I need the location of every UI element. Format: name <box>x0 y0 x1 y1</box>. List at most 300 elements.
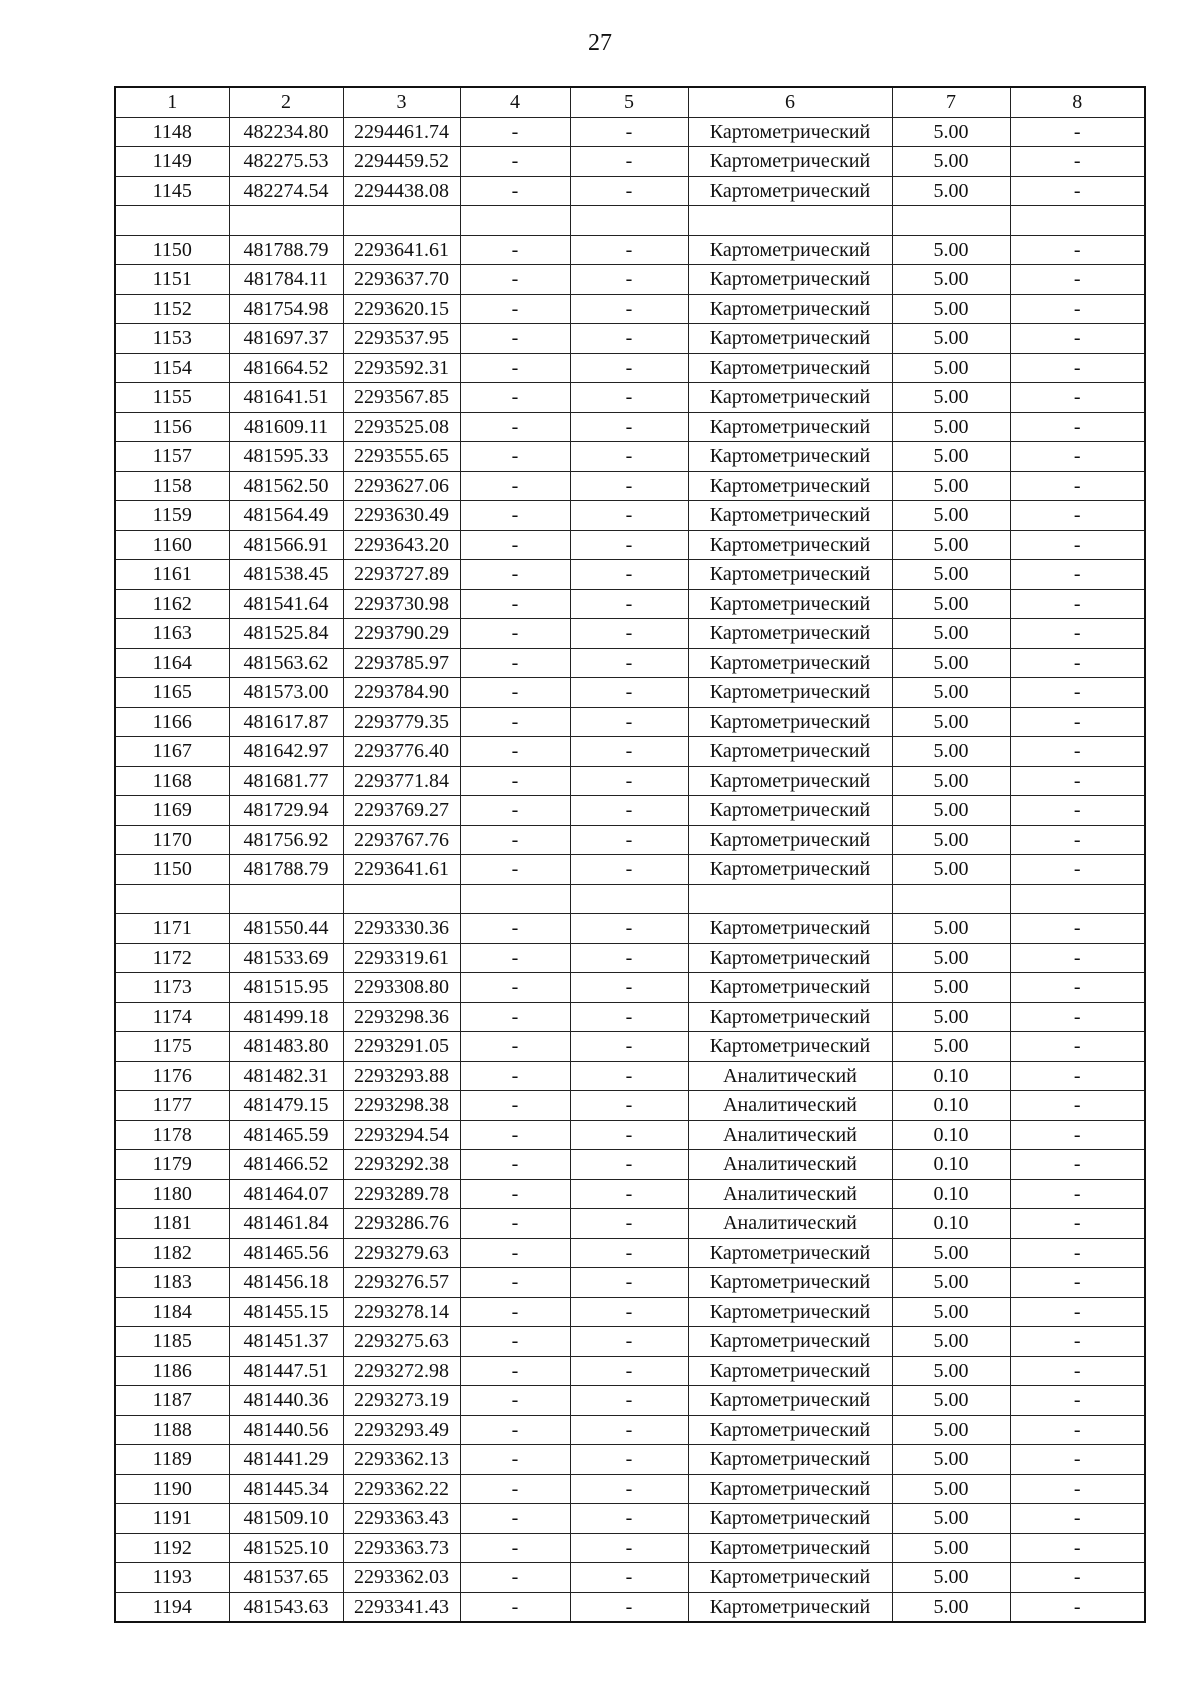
point-number-cell: 1169 <box>115 796 229 826</box>
accuracy-cell: 5.00 <box>892 1474 1010 1504</box>
point-number-cell: 1175 <box>115 1032 229 1062</box>
y-coordinate-cell: 2293769.27 <box>343 796 460 826</box>
table-row <box>115 1415 1145 1445</box>
col4-cell: - <box>460 1533 570 1563</box>
point-number-cell: 1168 <box>115 766 229 796</box>
col5-cell: - <box>570 943 688 973</box>
table-row <box>115 471 1145 501</box>
y-coordinate-cell: 2293525.08 <box>343 412 460 442</box>
x-coordinate-cell: 481784.11 <box>229 265 343 295</box>
accuracy-cell: 5.00 <box>892 589 1010 619</box>
method-cell: Картометрический <box>688 1533 892 1563</box>
col8-cell: - <box>1010 530 1145 560</box>
x-coordinate-cell: 481441.29 <box>229 1445 343 1475</box>
col5-cell: - <box>570 117 688 147</box>
column-header: 2 <box>229 87 343 117</box>
x-coordinate-cell: 481461.84 <box>229 1209 343 1239</box>
y-coordinate-cell: 2293275.63 <box>343 1327 460 1357</box>
point-number-cell: 1164 <box>115 648 229 678</box>
x-coordinate-cell: 481617.87 <box>229 707 343 737</box>
col4-cell: - <box>460 796 570 826</box>
col5-cell: - <box>570 442 688 472</box>
col8-cell: - <box>1010 1533 1145 1563</box>
accuracy-cell: 0.10 <box>892 1209 1010 1239</box>
accuracy-cell: 5.00 <box>892 1238 1010 1268</box>
col4-cell: - <box>460 560 570 590</box>
x-coordinate-cell: 481756.92 <box>229 825 343 855</box>
accuracy-cell: 5.00 <box>892 235 1010 265</box>
col4-cell: - <box>460 353 570 383</box>
col4-cell: - <box>460 294 570 324</box>
col8-cell: - <box>1010 943 1145 973</box>
col4-cell: - <box>460 501 570 531</box>
method-cell: Картометрический <box>688 117 892 147</box>
accuracy-cell: 5.00 <box>892 471 1010 501</box>
col4-cell: - <box>460 265 570 295</box>
col5-cell: - <box>570 1297 688 1327</box>
col4-cell: - <box>460 1209 570 1239</box>
x-coordinate-cell: 481566.91 <box>229 530 343 560</box>
x-coordinate-cell: 481445.34 <box>229 1474 343 1504</box>
method-cell: Картометрический <box>688 1386 892 1416</box>
col5-cell: - <box>570 1032 688 1062</box>
accuracy-cell: 5.00 <box>892 530 1010 560</box>
col8-cell: - <box>1010 855 1145 885</box>
point-number-cell: 1151 <box>115 265 229 295</box>
column-header: 5 <box>570 87 688 117</box>
y-coordinate-cell: 2293341.43 <box>343 1592 460 1622</box>
x-coordinate-cell: 481573.00 <box>229 678 343 708</box>
col8-cell: - <box>1010 117 1145 147</box>
col4-cell: - <box>460 707 570 737</box>
y-coordinate-cell: 2293537.95 <box>343 324 460 354</box>
method-cell: Картометрический <box>688 1002 892 1032</box>
accuracy-cell: 0.10 <box>892 1150 1010 1180</box>
col4-cell: - <box>460 678 570 708</box>
method-cell: Картометрический <box>688 147 892 177</box>
x-coordinate-cell: 481609.11 <box>229 412 343 442</box>
point-number-cell: 1173 <box>115 973 229 1003</box>
col4-cell: - <box>460 176 570 206</box>
x-coordinate-cell: 481466.52 <box>229 1150 343 1180</box>
col5-cell: - <box>570 1061 688 1091</box>
x-coordinate-cell: 481681.77 <box>229 766 343 796</box>
col4-cell: - <box>460 1504 570 1534</box>
col5-cell: - <box>570 766 688 796</box>
x-coordinate-cell: 481543.63 <box>229 1592 343 1622</box>
col4-cell: - <box>460 1268 570 1298</box>
y-coordinate-cell: 2293627.06 <box>343 471 460 501</box>
table-row <box>115 294 1145 324</box>
accuracy-cell: 5.00 <box>892 973 1010 1003</box>
table-row <box>115 1356 1145 1386</box>
col5-cell: - <box>570 353 688 383</box>
col5-cell: - <box>570 973 688 1003</box>
table-row <box>115 1238 1145 1268</box>
header-row <box>115 87 1145 117</box>
col5-cell: - <box>570 324 688 354</box>
method-cell: Картометрический <box>688 1327 892 1357</box>
col4-cell: - <box>460 825 570 855</box>
y-coordinate-cell: 2293276.57 <box>343 1268 460 1298</box>
table-row <box>115 560 1145 590</box>
y-coordinate-cell: 2293293.49 <box>343 1415 460 1445</box>
point-number-cell: 1156 <box>115 412 229 442</box>
table-row <box>115 1091 1145 1121</box>
col4-cell: - <box>460 1150 570 1180</box>
point-number-cell: 1159 <box>115 501 229 531</box>
table-row <box>115 796 1145 826</box>
x-coordinate-cell: 481465.59 <box>229 1120 343 1150</box>
point-number-cell: 1170 <box>115 825 229 855</box>
y-coordinate-cell: 2293363.43 <box>343 1504 460 1534</box>
col5-cell: - <box>570 1356 688 1386</box>
method-cell <box>688 206 892 236</box>
x-coordinate-cell: 481595.33 <box>229 442 343 472</box>
table-row <box>115 1445 1145 1475</box>
col8-cell: - <box>1010 1563 1145 1593</box>
col4-cell: - <box>460 737 570 767</box>
method-cell: Аналитический <box>688 1179 892 1209</box>
table-row <box>115 147 1145 177</box>
x-coordinate-cell: 481465.56 <box>229 1238 343 1268</box>
col5-cell: - <box>570 294 688 324</box>
col5-cell: - <box>570 825 688 855</box>
method-cell: Картометрический <box>688 707 892 737</box>
table-row <box>115 1563 1145 1593</box>
col4-cell: - <box>460 383 570 413</box>
col8-cell: - <box>1010 737 1145 767</box>
col4-cell: - <box>460 1032 570 1062</box>
col8-cell: - <box>1010 1504 1145 1534</box>
table-row <box>115 737 1145 767</box>
point-number-cell: 1178 <box>115 1120 229 1150</box>
col8-cell: - <box>1010 324 1145 354</box>
accuracy-cell: 5.00 <box>892 176 1010 206</box>
table-row <box>115 442 1145 472</box>
col4-cell: - <box>460 1592 570 1622</box>
point-number-cell: 1177 <box>115 1091 229 1121</box>
col8-cell: - <box>1010 235 1145 265</box>
accuracy-cell: 5.00 <box>892 1268 1010 1298</box>
point-number-cell: 1165 <box>115 678 229 708</box>
y-coordinate-cell: 2293278.14 <box>343 1297 460 1327</box>
x-coordinate-cell: 481440.36 <box>229 1386 343 1416</box>
y-coordinate-cell: 2293567.85 <box>343 383 460 413</box>
y-coordinate-cell: 2293273.19 <box>343 1386 460 1416</box>
col8-cell: - <box>1010 1327 1145 1357</box>
col5-cell: - <box>570 1002 688 1032</box>
method-cell: Аналитический <box>688 1120 892 1150</box>
y-coordinate-cell: 2293279.63 <box>343 1238 460 1268</box>
method-cell: Картометрический <box>688 648 892 678</box>
col5-cell: - <box>570 737 688 767</box>
method-cell: Картометрический <box>688 501 892 531</box>
col8-cell: - <box>1010 796 1145 826</box>
table-row <box>115 235 1145 265</box>
table-row <box>115 619 1145 649</box>
x-coordinate-cell: 482234.80 <box>229 117 343 147</box>
table-body <box>115 117 1145 1622</box>
col8-cell <box>1010 884 1145 914</box>
y-coordinate-cell: 2293592.31 <box>343 353 460 383</box>
col5-cell: - <box>570 471 688 501</box>
col4-cell: - <box>460 855 570 885</box>
table-row <box>115 855 1145 885</box>
table-row <box>115 678 1145 708</box>
accuracy-cell: 5.00 <box>892 412 1010 442</box>
y-coordinate-cell: 2293291.05 <box>343 1032 460 1062</box>
col4-cell: - <box>460 1002 570 1032</box>
table-row <box>115 353 1145 383</box>
col8-cell: - <box>1010 825 1145 855</box>
accuracy-cell: 5.00 <box>892 1297 1010 1327</box>
col5-cell: - <box>570 589 688 619</box>
method-cell: Картометрический <box>688 412 892 442</box>
x-coordinate-cell: 481788.79 <box>229 855 343 885</box>
col5-cell <box>570 206 688 236</box>
col4-cell <box>460 206 570 236</box>
accuracy-cell: 5.00 <box>892 648 1010 678</box>
table-row <box>115 1327 1145 1357</box>
col4-cell: - <box>460 648 570 678</box>
col8-cell: - <box>1010 1445 1145 1475</box>
col5-cell <box>570 884 688 914</box>
accuracy-cell: 5.00 <box>892 1445 1010 1475</box>
method-cell: Картометрический <box>688 265 892 295</box>
accuracy-cell: 5.00 <box>892 825 1010 855</box>
page-number: 27 <box>588 30 612 56</box>
col8-cell: - <box>1010 294 1145 324</box>
col8-cell: - <box>1010 383 1145 413</box>
x-coordinate-cell: 481562.50 <box>229 471 343 501</box>
x-coordinate-cell: 481482.31 <box>229 1061 343 1091</box>
method-cell: Картометрический <box>688 235 892 265</box>
method-cell: Картометрический <box>688 530 892 560</box>
col4-cell: - <box>460 412 570 442</box>
x-coordinate-cell: 482275.53 <box>229 147 343 177</box>
y-coordinate-cell: 2293362.13 <box>343 1445 460 1475</box>
col5-cell: - <box>570 1268 688 1298</box>
col4-cell: - <box>460 1386 570 1416</box>
y-coordinate-cell: 2293620.15 <box>343 294 460 324</box>
table-row <box>115 973 1145 1003</box>
column-header: 3 <box>343 87 460 117</box>
method-cell: Картометрический <box>688 619 892 649</box>
col8-cell: - <box>1010 1238 1145 1268</box>
y-coordinate-cell: 2293286.76 <box>343 1209 460 1239</box>
x-coordinate-cell: 481525.84 <box>229 619 343 649</box>
col5-cell: - <box>570 383 688 413</box>
method-cell <box>688 884 892 914</box>
point-number-cell: 1155 <box>115 383 229 413</box>
col8-cell: - <box>1010 589 1145 619</box>
col5-cell: - <box>570 648 688 678</box>
point-number-cell: 1180 <box>115 1179 229 1209</box>
column-header: 7 <box>892 87 1010 117</box>
y-coordinate-cell: 2293630.49 <box>343 501 460 531</box>
col5-cell: - <box>570 678 688 708</box>
point-number-cell: 1171 <box>115 914 229 944</box>
col5-cell: - <box>570 1533 688 1563</box>
point-number-cell: 1161 <box>115 560 229 590</box>
x-coordinate-cell: 481533.69 <box>229 943 343 973</box>
point-number-cell: 1179 <box>115 1150 229 1180</box>
col8-cell: - <box>1010 619 1145 649</box>
point-number-cell: 1145 <box>115 176 229 206</box>
col4-cell: - <box>460 914 570 944</box>
col5-cell: - <box>570 707 688 737</box>
y-coordinate-cell: 2293784.90 <box>343 678 460 708</box>
col8-cell: - <box>1010 1415 1145 1445</box>
accuracy-cell: 5.00 <box>892 324 1010 354</box>
col4-cell: - <box>460 530 570 560</box>
method-cell: Картометрический <box>688 766 892 796</box>
y-coordinate-cell: 2293730.98 <box>343 589 460 619</box>
method-cell: Картометрический <box>688 1297 892 1327</box>
column-header: 1 <box>115 87 229 117</box>
x-coordinate-cell: 481455.15 <box>229 1297 343 1327</box>
y-coordinate-cell: 2293298.38 <box>343 1091 460 1121</box>
col5-cell: - <box>570 412 688 442</box>
col4-cell: - <box>460 1120 570 1150</box>
col5-cell: - <box>570 1386 688 1416</box>
col8-cell: - <box>1010 1386 1145 1416</box>
col8-cell: - <box>1010 1268 1145 1298</box>
x-coordinate-cell: 481541.64 <box>229 589 343 619</box>
col5-cell: - <box>570 1120 688 1150</box>
table-row <box>115 1386 1145 1416</box>
col8-cell: - <box>1010 560 1145 590</box>
accuracy-cell: 5.00 <box>892 855 1010 885</box>
y-coordinate-cell: 2293643.20 <box>343 530 460 560</box>
col5-cell: - <box>570 1415 688 1445</box>
col4-cell: - <box>460 619 570 649</box>
method-cell: Картометрический <box>688 973 892 1003</box>
x-coordinate-cell: 481537.65 <box>229 1563 343 1593</box>
table-row <box>115 383 1145 413</box>
accuracy-cell: 5.00 <box>892 442 1010 472</box>
method-cell: Картометрический <box>688 1415 892 1445</box>
method-cell: Картометрический <box>688 176 892 206</box>
col4-cell: - <box>460 1415 570 1445</box>
col4-cell: - <box>460 1474 570 1504</box>
method-cell: Картометрический <box>688 294 892 324</box>
y-coordinate-cell: 2293779.35 <box>343 707 460 737</box>
col4-cell: - <box>460 471 570 501</box>
y-coordinate-cell: 2293767.76 <box>343 825 460 855</box>
col4-cell: - <box>460 1091 570 1121</box>
y-coordinate-cell: 2293293.88 <box>343 1061 460 1091</box>
point-number-cell: 1148 <box>115 117 229 147</box>
col5-cell: - <box>570 1327 688 1357</box>
table-row <box>115 884 1145 914</box>
table-row <box>115 707 1145 737</box>
col5-cell: - <box>570 1150 688 1180</box>
column-header: 8 <box>1010 87 1145 117</box>
point-number-cell: 1160 <box>115 530 229 560</box>
accuracy-cell: 0.10 <box>892 1061 1010 1091</box>
method-cell: Картометрический <box>688 1592 892 1622</box>
table-row <box>115 1061 1145 1091</box>
col8-cell: - <box>1010 1209 1145 1239</box>
y-coordinate-cell: 2294461.74 <box>343 117 460 147</box>
col8-cell: - <box>1010 265 1145 295</box>
point-number-cell: 1185 <box>115 1327 229 1357</box>
point-number-cell: 1174 <box>115 1002 229 1032</box>
table-row <box>115 589 1145 619</box>
table-row <box>115 1533 1145 1563</box>
col5-cell: - <box>570 265 688 295</box>
point-number-cell: 1149 <box>115 147 229 177</box>
col8-cell: - <box>1010 678 1145 708</box>
accuracy-cell: 5.00 <box>892 707 1010 737</box>
method-cell: Аналитический <box>688 1091 892 1121</box>
method-cell: Картометрический <box>688 560 892 590</box>
col4-cell: - <box>460 235 570 265</box>
accuracy-cell: 5.00 <box>892 1504 1010 1534</box>
col5-cell: - <box>570 1592 688 1622</box>
accuracy-cell: 5.00 <box>892 678 1010 708</box>
col5-cell: - <box>570 1209 688 1239</box>
x-coordinate-cell: 481464.07 <box>229 1179 343 1209</box>
col5-cell: - <box>570 914 688 944</box>
method-cell: Картометрический <box>688 943 892 973</box>
table-row <box>115 530 1145 560</box>
point-number-cell: 1157 <box>115 442 229 472</box>
y-coordinate-cell: 2293785.97 <box>343 648 460 678</box>
col5-cell: - <box>570 619 688 649</box>
method-cell: Картометрический <box>688 1474 892 1504</box>
method-cell: Картометрический <box>688 1268 892 1298</box>
accuracy-cell <box>892 206 1010 236</box>
col5-cell: - <box>570 1563 688 1593</box>
col5-cell: - <box>570 147 688 177</box>
col4-cell: - <box>460 1327 570 1357</box>
point-number-cell: 1191 <box>115 1504 229 1534</box>
y-coordinate-cell <box>343 206 460 236</box>
y-coordinate-cell: 2293319.61 <box>343 943 460 973</box>
method-cell: Картометрический <box>688 1032 892 1062</box>
col8-cell: - <box>1010 1297 1145 1327</box>
table-row <box>115 825 1145 855</box>
point-number-cell: 1186 <box>115 1356 229 1386</box>
method-cell: Картометрический <box>688 1238 892 1268</box>
col8-cell: - <box>1010 1474 1145 1504</box>
table-row <box>115 324 1145 354</box>
point-number-cell: 1182 <box>115 1238 229 1268</box>
point-number-cell: 1194 <box>115 1592 229 1622</box>
y-coordinate-cell: 2293362.22 <box>343 1474 460 1504</box>
col4-cell: - <box>460 1445 570 1475</box>
coordinates-table <box>114 86 1146 1623</box>
col5-cell: - <box>570 855 688 885</box>
col8-cell: - <box>1010 1592 1145 1622</box>
table-row <box>115 1297 1145 1327</box>
accuracy-cell: 5.00 <box>892 147 1010 177</box>
y-coordinate-cell: 2293289.78 <box>343 1179 460 1209</box>
accuracy-cell: 5.00 <box>892 294 1010 324</box>
x-coordinate-cell: 481564.49 <box>229 501 343 531</box>
accuracy-cell: 5.00 <box>892 1415 1010 1445</box>
y-coordinate-cell: 2293641.61 <box>343 855 460 885</box>
accuracy-cell: 5.00 <box>892 1533 1010 1563</box>
point-number-cell: 1188 <box>115 1415 229 1445</box>
col8-cell: - <box>1010 501 1145 531</box>
point-number-cell: 1190 <box>115 1474 229 1504</box>
col8-cell: - <box>1010 353 1145 383</box>
x-coordinate-cell: 481479.15 <box>229 1091 343 1121</box>
